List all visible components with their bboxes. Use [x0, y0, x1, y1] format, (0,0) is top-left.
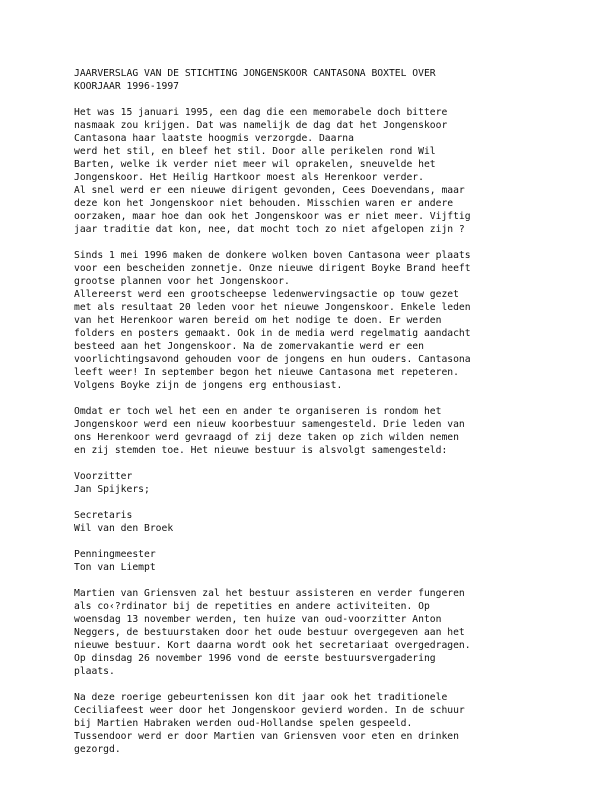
text-line: nasmaak zou krijgen. Dat was namelijk de dag dat het Jongenskoor: [74, 120, 448, 131]
text-line: nieuwe bestuur. Kort daarna wordt ook het secretariaat overgedragen.: [74, 640, 471, 651]
text-line: Al snel werd er een nieuwe dirigent gevonden, Cees Doevendans, maar: [74, 185, 465, 196]
text-line: Sinds 1 mei 1996 maken de donkere wolken boven Cantasona weer plaats: [74, 250, 471, 261]
board-treasurer: [74, 548, 586, 574]
text-line: Omdat er toch wel het een en ander te organiseren is rondom het: [74, 406, 442, 417]
board-member-name: Ton van Liempt: [74, 562, 156, 573]
text-line: bij Martien Habraken werden oud-Hollandse spelen gespeeld.: [74, 718, 413, 729]
text-line: grootse plannen voor het Jongenskoor.: [74, 276, 290, 287]
board-chairman: [74, 470, 586, 496]
paragraph-board: [74, 405, 586, 457]
text-line: werd het stil, en bleef het stil. Door alle perikelen rond Wil: [74, 146, 436, 157]
board-secretary: [74, 509, 586, 535]
board-role: Secretaris: [74, 510, 133, 521]
text-line: Jongenskoor. Het Heilig Hartkoor moest als Herenkoor verder.: [74, 172, 424, 183]
text-line: Op dinsdag 26 november 1996 vond de eerste bestuursvergadering: [74, 653, 436, 664]
text-line: Jongenskoor werd een nieuw koorbestuur samengesteld. Drie leden van: [74, 419, 465, 430]
text-line: leeft weer! In september begon het nieuwe Cantasona met repeteren.: [74, 367, 459, 378]
text-line: met als resultaat 20 leden voor het nieuwe Jongenskoor. Enkele leden: [74, 302, 471, 313]
title-line: JAARVERSLAG VAN DE STICHTING JONGENSKOOR CANTASONA BOXTEL OVER: [74, 68, 436, 79]
text-line: gezorgd.: [74, 744, 121, 755]
text-line: Het was 15 januari 1995, een dag die een memorabele doch bittere: [74, 107, 448, 118]
text-line: ons Herenkoor werd gevraagd of zij deze taken op zich wilden nemen: [74, 432, 459, 443]
paragraph-cecilia: [74, 691, 586, 756]
paragraph-handover: [74, 587, 586, 678]
text-line: Volgens Boyke zijn de jongens erg enthousiast.: [74, 380, 343, 391]
title-line: KOORJAAR 1996-1997: [74, 81, 179, 92]
text-line: Barten, welke ik verder niet meer wil oprakelen, sneuvelde het: [74, 159, 436, 170]
board-role: Penningmeester: [74, 549, 156, 560]
text-line: Martien van Griensven zal het bestuur assisteren en verder fungeren: [74, 588, 465, 599]
text-line: deze kon het Jongenskoor niet behouden. Misschien waren er andere: [74, 198, 454, 209]
board-member-name: Wil van den Broek: [74, 523, 174, 534]
text-line: folders en posters gemaakt. Ook in de media werd regelmatig aandacht: [74, 328, 471, 339]
text-line: van het Herenkoor waren bereid om het nodige te doen. Er werden: [74, 315, 442, 326]
text-line: plaats.: [74, 666, 115, 677]
text-line: oorzaken, maar hoe dan ook het Jongenskoor was er niet meer. Vijftig: [74, 211, 471, 222]
text-line: jaar traditie dat kon, nee, dat mocht toch zo niet afgelopen zijn ?: [74, 224, 465, 235]
text-line: Neggers, de bestuurstaken door het oude bestuur overgegeven aan het: [74, 627, 465, 638]
text-line: Ceciliafeest weer door het Jongenskoor gevierd worden. In de schuur: [74, 705, 465, 716]
board-member-name: Jan Spijkers;: [74, 484, 150, 495]
text-line: voorlichtingsavond gehouden voor de jongens en hun ouders. Cantasona: [74, 354, 471, 365]
text-line: Allereerst werd een grootscheepse ledenwervingsactie op touw gezet: [74, 289, 459, 300]
paragraph-new-start: [74, 249, 586, 392]
text-line: woensdag 13 november werden, ten huize van oud-voorzitter Anton: [74, 614, 442, 625]
text-line: voor een bescheiden zonnetje. Onze nieuwe dirigent Boyke Brand heeft: [74, 263, 471, 274]
text-line: en zij stemden toe. Het nieuwe bestuur is alsvolgt samengesteld:: [74, 445, 448, 456]
text-line: als co‹?rdinator bij de repetities en andere activiteiten. Op: [74, 601, 430, 612]
text-line: besteed aan het Jongenskoor. Na de zomervakantie werd er een: [74, 341, 424, 352]
text-line: Cantasona haar laatste hoogmis verzorgde. Daarna: [74, 133, 354, 144]
text-line: Tussendoor werd er door Martien van Griensven voor eten en drinken: [74, 731, 459, 742]
paragraph-intro: [74, 106, 586, 236]
text-line: Na deze roerige gebeurtenissen kon dit jaar ook het traditionele: [74, 692, 448, 703]
board-role: Voorzitter: [74, 471, 133, 482]
document-page: [74, 67, 586, 756]
document-title: [74, 67, 586, 93]
